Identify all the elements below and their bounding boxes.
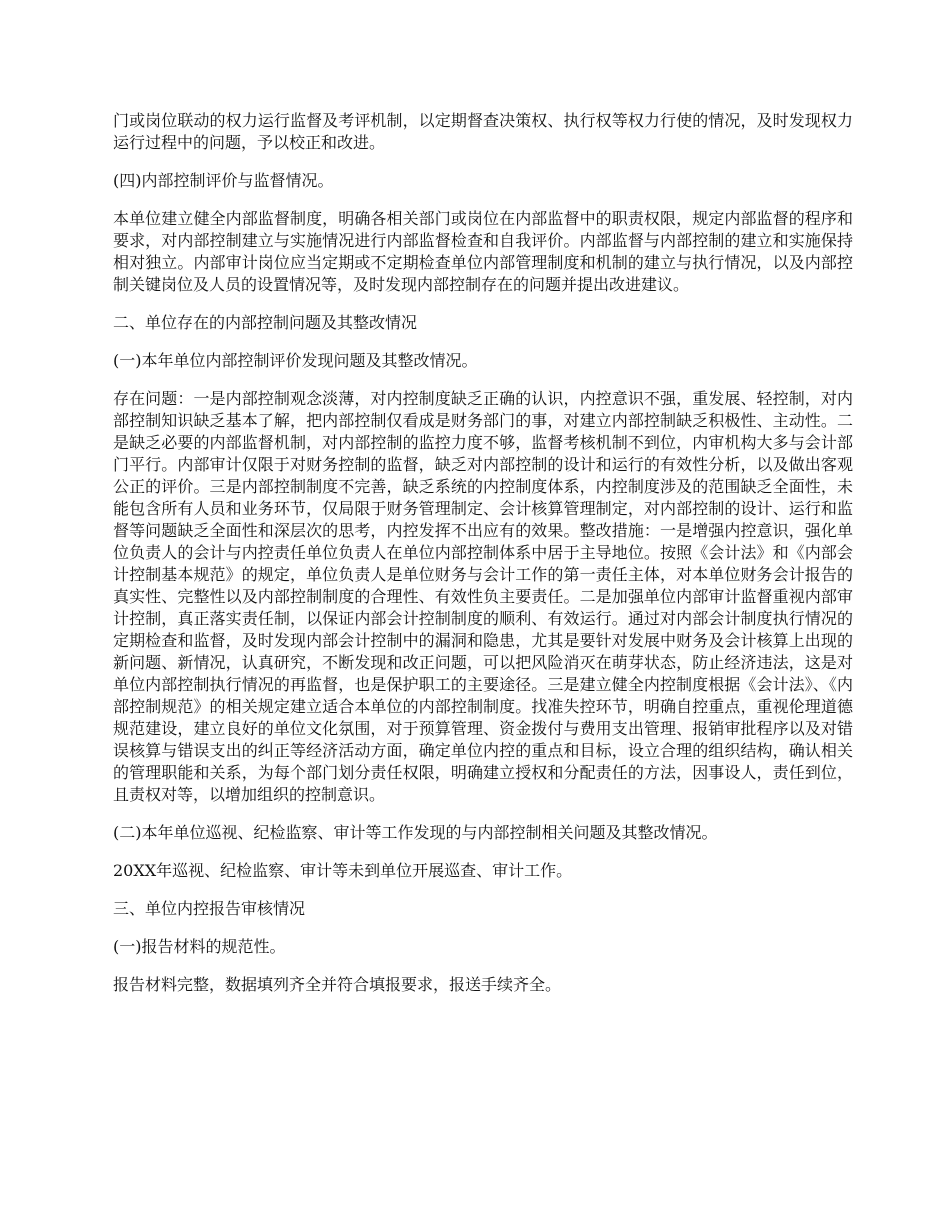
heading-internal-control-evaluation: (四)内部控制评价与监督情况。 [113,171,334,190]
paragraph-supervision-mechanism: 门或岗位联动的权力运行监督及考评机制，以定期督查决策权、执行权等权力行使的情况，及时发现权力运行过程中的问题，予以校正和改进。 [113,111,853,152]
paragraph-report-completeness: 报告材料完整，数据填列齐全并符合填报要求，报送手续齐全。 [113,975,562,994]
section-heading-problems: 二、单位存在的内部控制问题及其整改情况 [113,313,418,332]
document-page [113,110,853,1012]
paragraph-inspection-status: 20XX年巡视、纪检监察、审计等未到单位开展巡查、审计工作。 [113,861,573,880]
section-heading-report-review: 三、单位内控报告审核情况 [113,899,306,918]
paragraph-problems-and-measures: 存在问题：一是内部控制观念淡薄，对内控制度缺乏正确的认识，内控意识不强，重发展、轻控制，对内部控制知识缺乏基本了解，把内部控制仅看成是财务部门的事，对建立内部控制缺乏积极性、主动性。二是缺乏必要的内部监督机制，对内部控制的监控力度不够，监督考核机制不到位，内审机构大多与会计部门平行。内部审计仅限于对财务控制的监督，缺乏对内部控制的设计和运行的有效性分析，以及做出客观公正的评价。三是内部控制制度不完善，缺乏系统的内控制度体系，内控制度涉及的范围缺乏全面性，未能包含所有人员和业务环节，仅局限于财务管理制定、会计核算管理制定，对内部控制的设计、运行和监督等问题缺乏全面性和深层次的思考，内控发挥不出应有的效果。整改措施：一是增强内控意识，强化单位负责人的会计与内控责任单位负责人在单位内部控制体系中居于主导地位。按照《会计法》和《内部会计控制基本规范》的规定，单位负责人是单位财务与会计工作的第一责任主体，对本单位财务会计报告的真实性、完整性以及内部控制制度的合理性、有效性负主要责任。二是加强单位内部审计监督重视内部审计控制，真正落实责任制，以保证内部会计控制制度的顺利、有效运行。通过对内部会计制度执行情况的定期检查和监督，及时发现内部会计控制中的漏洞和隐患，尤其是要针对发展中财务及会计核算上出现的新问题、新情况，认真研究，不断发现和改正问题，可以把风险消灭在萌芽状态，防止经济违法，这是对单位内部控制执行情况的再监督，也是保护职工的主要途径。三是建立健全内控制度根据《会计法》、《内部控制规范》的相关规定建立适合本单位的内部控制制度。找准失控环节，明确自控重点，重视伦理道德规范建设，建立良好的单位文化氛围，对于预算管理、资金拨付与费用支出管理、报销审批程序以及对错误核算与错误支出的纠正等经济活动方面，确定单位内控的重点和目标，设立合理的组织结构，确认相关的管理职能和关系，为每个部门划分责任权限，明确建立授权和分配责任的方法，因事设人，责任到位，且责权对等，以增加组织的控制意识。 [113,389,853,804]
paragraph-internal-supervision: 本单位建立健全内部监督制度，明确各相关部门或岗位在内部监督中的职责权限，规定内部监督的程序和要求，对内部控制建立与实施情况进行内部监督检查和自我评价。内部监督与内部控制的建立和实施保持相对独立。内部审计岗位应当定期或不定期检查单位内部管理制度和机制的建立与执行情况，以及内部控制关键岗位及人员的设置情况等，及时发现内部控制存在的问题并提出改进建议。 [113,209,853,294]
heading-inspection-problems: (二)本年单位巡视、纪检监察、审计等工作发现的与内部控制相关问题及其整改情况。 [113,823,718,842]
heading-evaluation-problems: (一)本年单位内部控制评价发现问题及其整改情况。 [113,351,478,370]
heading-report-standardization: (一)报告材料的规范性。 [113,937,286,956]
